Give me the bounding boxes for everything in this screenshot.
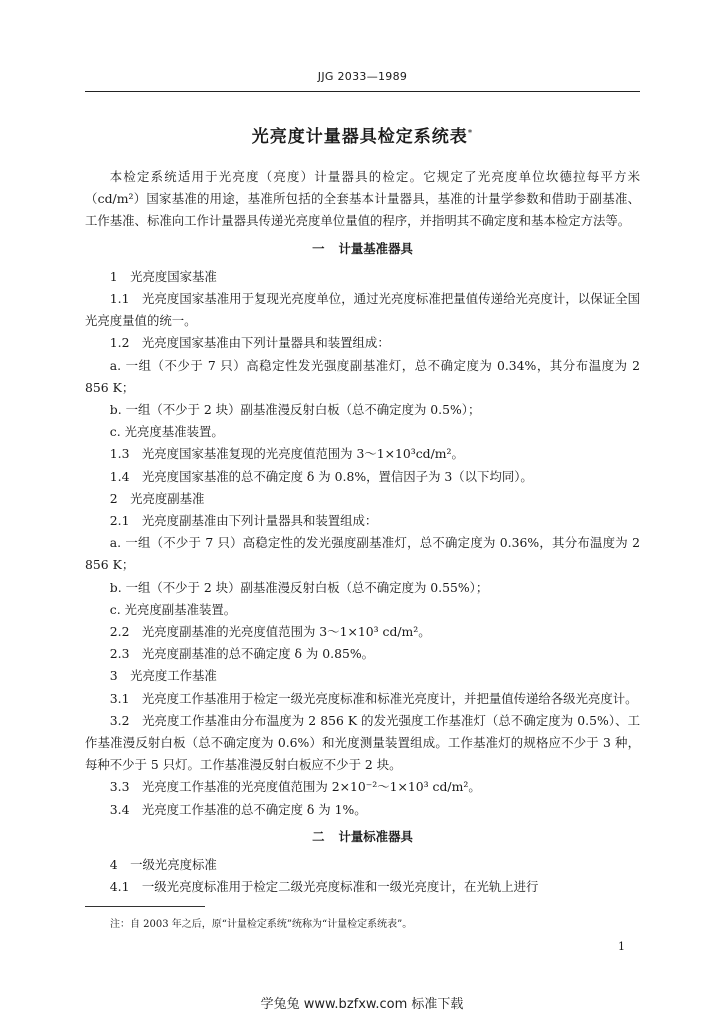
clause-2: 2 光亮度副基准 [109, 490, 205, 506]
clause-1-2-c: c. 光亮度基准装置。 [109, 424, 224, 440]
section-heading-2 [85, 826, 640, 848]
page-number: 1 [618, 940, 625, 953]
footnote-divider [85, 906, 205, 907]
clause-1-2-a: a. 一组（不少于 7 只）高稳定性发光强度副基准灯，总不确定度为 0.34%，其分布温度为 2 856 K； [85, 357, 640, 395]
clause-1-3: 1.3 光亮度国家基准复现的光亮度值范围为 3～1×10³cd/m²。 [109, 446, 464, 462]
section-number: 二 [312, 828, 325, 844]
clause-1: 1 光亮度国家基准 [109, 268, 217, 284]
section-number: 一 [312, 240, 325, 256]
clause-1-2-b: b. 一组（不少于 2 块）副基准漫反射白板（总不确定度为 0.5%）； [109, 402, 481, 418]
footnote: 注：自 2003 年之后，原“计量检定系统”统称为“计量检定系统表”。 [110, 919, 413, 930]
clause-1-4: 1.4 光亮度国家基准的总不确定度 δ 为 0.8%，置信因子为 3（以下均同）。 [109, 468, 533, 484]
document-body [85, 166, 640, 899]
clause-2-2: 2.2 光亮度副基准的光亮度值范围为 3～1×10³ cd/m²。 [109, 624, 431, 640]
clause-3-4: 3.4 光亮度工作基准的总不确定度 δ 为 1%。 [109, 801, 367, 817]
clause-2-1: 2.1 光亮度副基准由下列计量器具和装置组成： [109, 513, 378, 529]
intro-paragraph: 本检定系统适用于光亮度（亮度）计量器具的检定。它规定了光亮度单位坎德拉每平方米（cd/m²）国家基准的用途，基准所包括的全套基本计量器具，基准的计量学参数和借助于副基准、工作基准、标准向工作计量器具传递光亮度单位量值的程序，并指明其不确定度和基本检定方法等。 [85, 169, 640, 229]
section-title: 计量基准器具 [338, 240, 413, 256]
clause-3-1: 3.1 光亮度工作基准用于检定一级光亮度标准和标准光亮度计，并把量值传递给各级光亮度计。 [109, 690, 638, 706]
header-divider [85, 91, 640, 92]
source-watermark: 学兔兔 www.bzfxw.com 标准下载 [260, 997, 464, 1012]
clause-3: 3 光亮度工作基准 [109, 668, 217, 684]
clause-2-1-a: a. 一组（不少于 7 只）高稳定性的发光强度副基准灯，总不确定度为 0.36%，其分布温度为 2 856 K； [85, 535, 640, 573]
clause-2-3: 2.3 光亮度副基准的总不确定度 δ 为 0.85%。 [109, 646, 374, 662]
clause-3-2: 3.2 光亮度工作基准由分布温度为 2 856 K 的发光强度工作基准灯（总不确定度为 0.5%）、工作基准漫反射白板（总不确定度为 0.6%）和光度测量装置组成。工作基准灯的规格应不少于 3 种，每种不少于 5 只灯。工作基准漫反射白板应不少于 2 块。 [85, 712, 640, 773]
clause-4: 4 一级光亮度标准 [109, 857, 217, 873]
clause-1-2: 1.2 光亮度国家基准由下列计量器具和装置组成： [109, 335, 390, 351]
section-title: 计量标准器具 [338, 828, 413, 844]
section-heading-1 [85, 238, 640, 260]
title-text: 光亮度计量器具检定系统表 [251, 127, 468, 147]
title-footnote-mark: * [467, 128, 474, 139]
clause-4-1: 4.1 一级光亮度标准用于检定二级光亮度标准和一级光亮度计，在光轨上进行 [109, 879, 539, 895]
clause-2-1-c: c. 光亮度副基准装置。 [109, 601, 237, 617]
document-code-header: JJG 2033—1989 [317, 70, 408, 83]
clause-2-1-b: b. 一组（不少于 2 块）副基准漫反射白板（总不确定度为 0.55%）； [109, 579, 489, 595]
clause-3-3: 3.3 光亮度工作基准的光亮度值范围为 2×10⁻²～1×10³ cd/m²。 [109, 779, 481, 795]
clause-1-1: 1.1 光亮度国家基准用于复现光亮度单位，通过光亮度标准把量值传递给光亮度计，以保证全国光亮度量值的统一。 [85, 291, 640, 329]
page-title [85, 122, 640, 147]
